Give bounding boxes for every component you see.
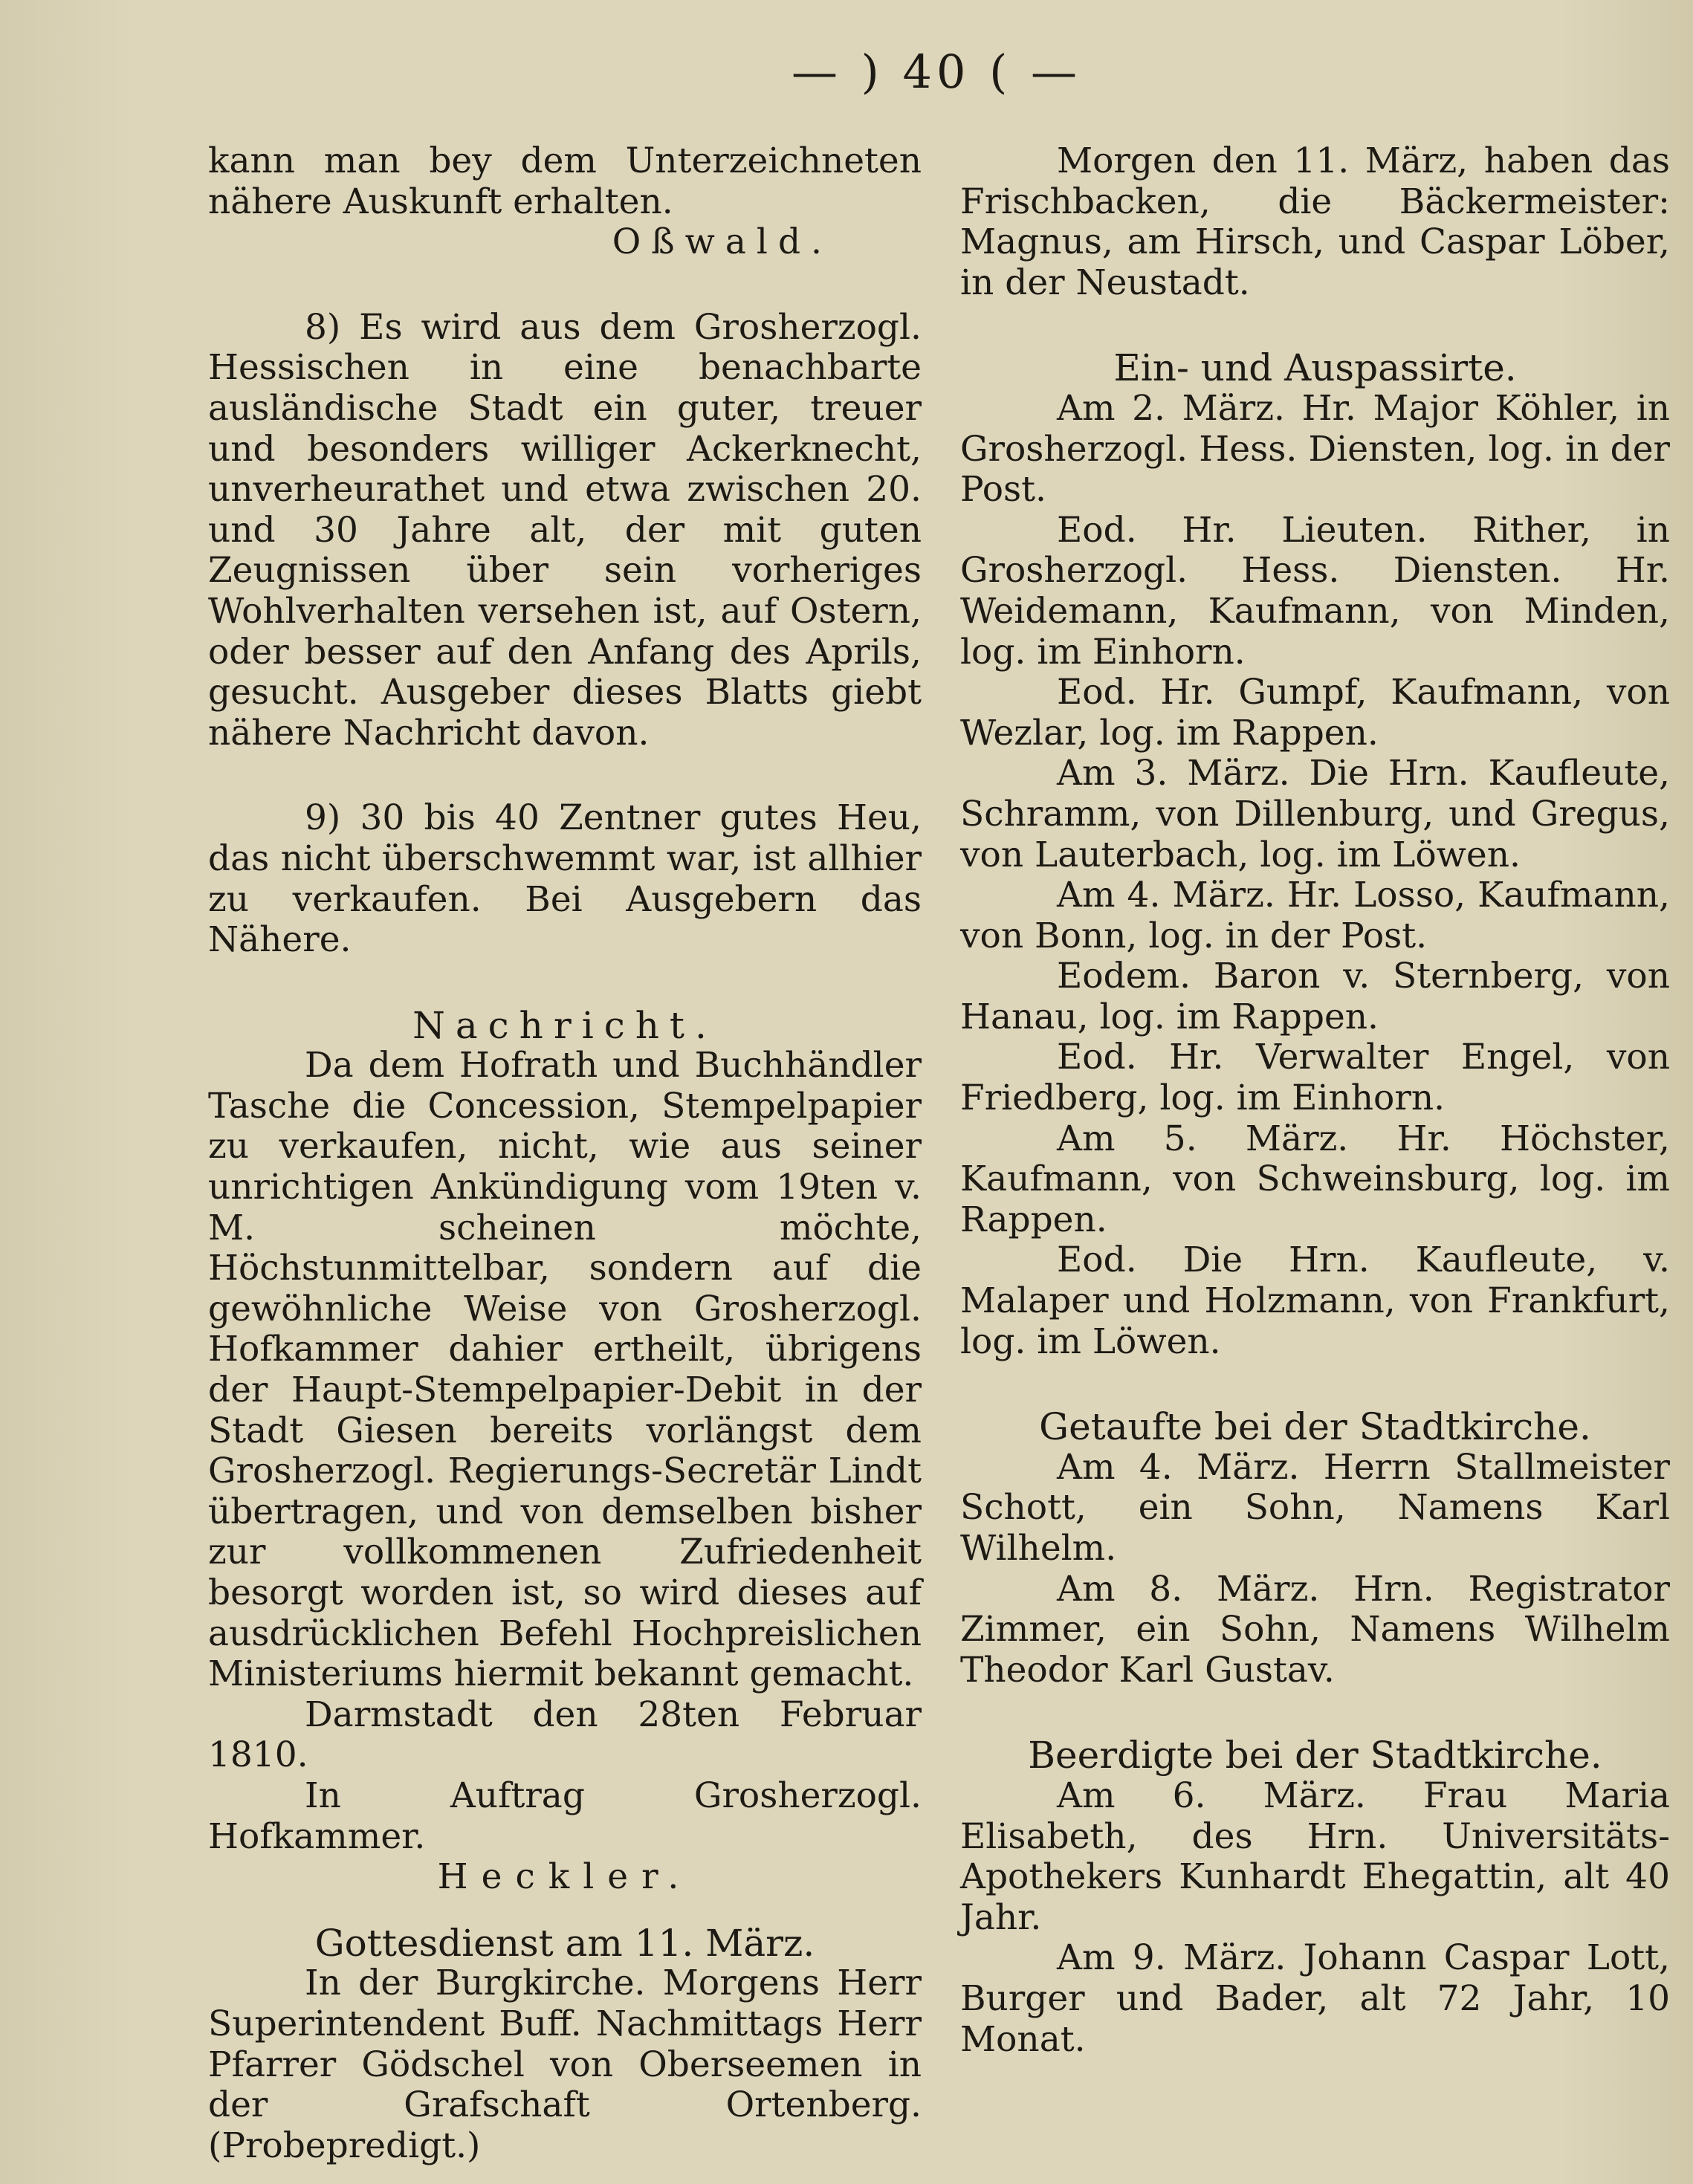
getaufte-entry: Am 8. März. Hrn. Registrator Zimmer, ein Sohn, Namens Wilhelm Theodor Karl Gustav.: [960, 1568, 1670, 1691]
frischbacken-paragraph: Morgen den 11. März, haben das Frischbacken, die Bäckermeister: Magnus, am Hirsch, und Caspar Löber, in der Neustadt.: [960, 140, 1670, 303]
passirte-entry: Eod. Hr. Verwalter Engel, von Friedberg, log. im Einhorn.: [960, 1037, 1670, 1119]
beerdigte-heading: Beerdigte bei der Stadtkirche.: [1028, 1734, 1602, 1778]
gottesdienst-heading: Gottesdienst am 11. März.: [314, 1921, 815, 1965]
beerdigte-entry: Am 9. März. Johann Caspar Lott, Burger und Bader, alt 72 Jahr, 10 Monat.: [960, 1937, 1670, 2060]
left-column: [208, 141, 922, 2166]
date-line: Darmstadt den 28ten Februar 1810.: [208, 1694, 922, 1776]
passirte-entry: Eod. Hr. Gumpf, Kaufmann, von Wezlar, log. im Rappen.: [960, 672, 1670, 754]
intro-paragraph: kann man bey dem Unterzeichneten nähere Auskunft erhalten.: [208, 140, 922, 222]
auftrag-line: In Auftrag Grosherzogl. Hofkammer.: [208, 1775, 922, 1857]
passirte-entry: Eodem. Baron v. Sternberg, von Hanau, log. im Rappen.: [960, 956, 1670, 1037]
passirte-entry: Am 3. März. Die Hrn. Kaufleute, Schramm, von Dillenburg, und Gregus, von Lauterbach, log. im Löwen.: [960, 753, 1670, 875]
passirte-entry: Eod. Hr. Lieuten. Rither, in Grosherzogl. Hess. Diensten. Hr. Weidemann, Kaufmann, von Minden, log. im Einhorn.: [960, 509, 1670, 673]
page-number: — ) 40 ( —: [791, 45, 1082, 99]
nachricht-body: Da dem Hofrath und Buchhändler Tasche die Concession, Stempelpapier zu verkaufen, nicht, wie aus seiner unrichtigen Ankündigung vom 19ten v. M. scheinen möchte, Höchstunmittelbar, sondern auf die gewöhnliche Weise von Grosherzogl. Hofkammer dahier ertheilt, übrigens der Haupt-Stempelpapier-Debit in der Stadt Giesen bereits vorlängst dem Grosherzogl. Regierungs-Secretär Lindt übertragen, und von demselben bisher zur vollkommenen Zufriedenheit besorgt worden ist, so wird dieses auf ausdrücklichen Befehl Hochpreislichen Ministeriums hiermit bekannt gemacht.: [208, 1045, 922, 1695]
beerdigte-entry: Am 6. März. Frau Maria Elisabeth, des Hrn. Universitäts-Apothekers Kunhardt Ehegattin, alt 40 Jahr.: [960, 1775, 1670, 1938]
passirte-entry: Am 5. März. Hr. Höchster, Kaufmann, von Schweinsburg, log. im Rappen.: [960, 1118, 1670, 1240]
nachricht-heading: Nachricht.: [412, 1003, 717, 1047]
passirte-entry: Eod. Die Hrn. Kaufleute, v. Malaper und Holzmann, von Frankfurt, log. im Löwen.: [960, 1240, 1670, 1362]
gottesdienst-body: In der Burgkirche. Morgens Herr Superintendent Buff. Nachmittags Herr Pfarrer Gödschel von Oberseemen in der Grafschaft Ortenberg. (Probepredigt.): [208, 1963, 922, 2166]
passirte-heading: Ein- und Auspassirte.: [1113, 346, 1517, 390]
right-column: [960, 141, 1670, 2060]
notice-9: 9) 30 bis 40 Zentner gutes Heu, das nicht überschwemmt war, ist allhier zu verkaufen. Bei Ausgebern das Nähere.: [208, 797, 922, 961]
passirte-entry: Am 2. März. Hr. Major Köhler, in Grosherzogl. Hess. Diensten, log. in der Post.: [960, 387, 1670, 511]
signature-oswald: Oßwald.: [612, 221, 832, 263]
notice-8: 8) Es wird aus dem Grosherzogl. Hessischen in eine benachbarte ausländische Stadt ein guter, treuer und besonders williger Ackerknecht, unverheurathet und etwa zwischen 20. und 30 Jahre alt, der mit guten Zeugnissen über sein vorheriges Wohlverhalten versehen ist, auf Ostern, oder besser auf den Anfang des Aprils, gesucht. Ausgeber dieses Blatts giebt nähere Nachricht davon.: [208, 306, 922, 754]
getaufte-heading: Getaufte bei der Stadtkirche.: [1039, 1405, 1591, 1449]
getaufte-entry: Am 4. März. Herrn Stallmeister Schott, ein Sohn, Namens Karl Wilhelm.: [960, 1446, 1670, 1569]
passirte-entry: Am 4. März. Hr. Losso, Kaufmann, von Bonn, log. in der Post.: [960, 875, 1670, 956]
signature-heckler: Heckler.: [437, 1856, 693, 1898]
